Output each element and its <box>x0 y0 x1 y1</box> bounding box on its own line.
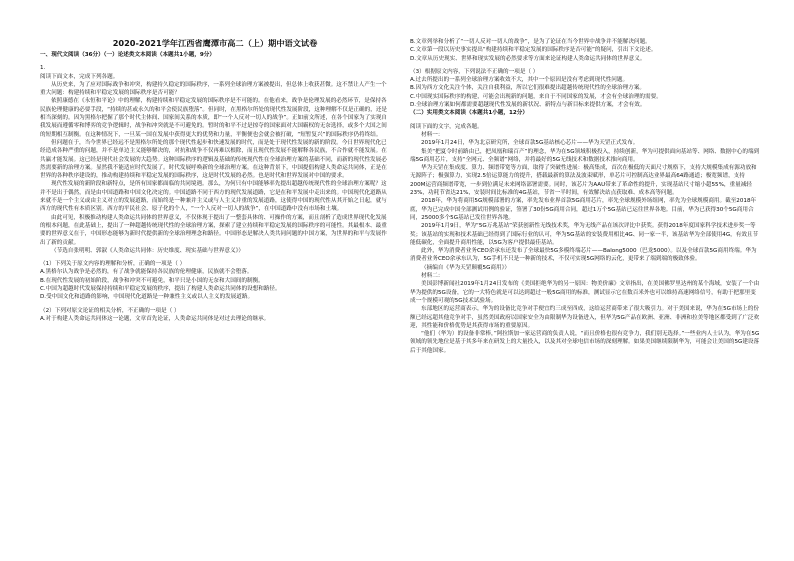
question-number: 1. <box>40 65 46 72</box>
question-2-option-d[interactable]: D.文章从历史现实、世界和现实发展的必然要求等方面来论证构建人类命运共同体的世界意义。 <box>410 55 646 62</box>
question-2-option-c[interactable]: C.文章第一段以历史事实提出“构建持续和平稳定发展的国际秩序是否可能”的疑问，引出下文论述。 <box>410 47 657 54</box>
material-2-paragraph-2: 东部地区的运营商表示，华为的设备比竞争对手便宜约三成至四成，这给运营商带来了很大吸引力。对于美国来说，华为在5G市场上的份额已经远超其他竞争对手，虽然美国政府以国家安全为由限制华为设备进入，但华为5G产品在欧洲、亚洲、非洲和拉美等地区都受到了广泛欢迎，其性能和价格优势是其获得市场的重要原因。 <box>410 306 760 329</box>
question-1-option-a[interactable]: A.黑格尔认为战争是必然的，有了战争就能保持各民族的伦理健康，民族就不会堕落。 <box>40 269 253 276</box>
question-2-stem: （2）下列对原文论证的相关分析，不正确的一项是（ ） <box>40 307 180 314</box>
material-2-paragraph-3: “他们（华为）的设备非常棒，”阿拉斯加一家运营商的负责人说，“而且价格也很有竞争力，我们别无选择。”一些业内人士认为，华为在5G领域的领先地位是基于其多年来在研发上的大量投入，以及其对全球电信市场的深刻理解。如果美国继续限制华为，可能会让美国的5G建设落后于其他国家。 <box>410 331 760 354</box>
question-3-option-c[interactable]: C.中国现实国际秩序的构建，可能会出现新的问题，来自于不同国家的发展，才会有全球治理的需要。 <box>410 93 662 100</box>
section-heading-2: （二）实用类文本阅读（本题共1小题，12分） <box>410 110 528 117</box>
paragraph-5: 由此可见，积极推动构建人类命运共同体的世界意义，不仅体现于提出了一整套具体的、可操作的方案，而且剖析了造成世界现代化发展的根本问题，在此基础上，提出了一种超越传统现代性的全球治理方案，探索了建立持续和平稳定发展的国际秩序的可能性。其最根本、最重要的世界意义在于，中国形态能够为新时代提供新的全球治理理念和路径。中国形态是解决人类共同问题的中国方案，为世界的和平与发展作出了新的贡献。 <box>40 214 387 246</box>
section-heading-1: 一、现代文阅读（36分）（一）论述类文本阅读（本题共1小题，9分） <box>40 52 215 58</box>
material-1-label: 材料一： <box>421 131 444 138</box>
material-1-paragraph-2: 集美“把夏令时前路由已，把凤凰和瑞百产”的理念，华为在5G领域积极投入，持续创新，华为可提供面向基站等、网络、数据中心的端到端5G商用芯片，支持“全网元、全频谱”网络，并将最好的5G无线技术和数据技术推向商用。 <box>410 148 760 163</box>
question-2-option-b[interactable]: B.文章列举和分析了“一切人反对一切人的战争”，是为了论证在当今世界中战争并不能解决问题。 <box>410 39 651 45</box>
material-2-paragraph-1: 美国彭博新闻社2019年1月24日发布的《美国拒绝华为的另一原因：物美价廉》文章指出，在美国佛罗里达州的某个海域，安装了一个由华为提供的5G设备，它的一大特色就是可以达到超过一般5G商用的标准，测试显示它在数百米外也可以维持高速网络信号，有助于把那里变成一个规模可观的5G技术试验场。 <box>410 281 760 304</box>
source-note: （节选自张明明、郭淑《人类命运共同体：历史维度、现实基础与世界意义》） <box>51 247 244 254</box>
material-1-paragraph-6: 此外，华为消费者业务CEO余承东还发布了全球最快5G多模终端芯片——Balong5000（巴龙5000）。以及全球首款5G商用终端。华为消费者业务CEO余承东认为，5G手机不只是一种新的技术，不仅可实现5G网络的云化，更带来了端到端的极致体验。 <box>410 248 757 263</box>
left-column <box>40 38 390 323</box>
material-1-paragraph-4: 2018年，华为将商用5G规模部署的方案，率先发布业界首款5G商用芯片，率先全球规模外场组网，率先为全球规模商用。截至2018年底，华为已完成中国全部测试用例的验证，签署了30份5G商用合同，超过1万个5G基站已运往世界各地。目前，华为已获得30个5G商用合同，25000多个5G基站已发往世界各地。 <box>410 198 757 221</box>
material-2-label: 材料二： <box>421 273 444 280</box>
material-1-paragraph-1: 2019年1月24日，华为北京研究所，全球首款5G基站核心芯片——华为天罡正式发布。 <box>421 140 639 147</box>
right-column <box>410 38 760 355</box>
paragraph-4: 现代性发展的新阶段和新特点，是所有国家都面临的共同境遇。那么，为何只有中国能够率先提出超越传统现代性的全球治理方案呢？这并不是出于偶然，而是由中国道路和中国文化决定的。中国道路不同于西方的现代发展道路，它是在和平发展中走出来的。中国现代化道路从来就不是一个主义或由主义对立的发展道路，而始终是一种兼并主义或与人主义并重的发展道路，这使得中国的现代性从其开始之日起，就与西方的现代性有本质区别。西方的平民社会、原子化的个人，“一个人反对一切人的战争”，在中国道路中没有市场和土壤。 <box>40 181 387 213</box>
paragraph-1: 从历史来，为了应对国际战争和冲突，构建持久稳定的国际秩序，一系列全球治理方案被提出，但总体上收获甚微。这不禁让人产生一个重大问题：构建持续和平稳定发展的国际秩序是否可能？ <box>40 81 387 97</box>
question-3-option-d[interactable]: D.全球治理方案如何都需要超越现代性发展的新状况、新特点与新目标来提供方案，才会有效。 <box>410 102 646 109</box>
instruction-text: 阅读下面文本，完成下列各题。 <box>40 73 119 80</box>
page-title: 2020-2021学年江西省鹰潭市高二（上）期中语文试卷 <box>112 38 318 48</box>
question-2-option-a[interactable]: A.对于构建人类命运共同体这一论题，文章首先论证，人类命运共同体是对过去理论的继承。 <box>40 315 270 322</box>
question-1-option-b[interactable]: B.在现代性发展的初始阶段，战争和冲突不可避免，和平只是小国的无奈和大国间的制衡。 <box>40 277 264 284</box>
question-1-option-c[interactable]: C.中国为超越时代发展保持持续和平稳定发展的秩序，提出了构建人类命运共同体的设想和路径。 <box>40 286 281 293</box>
question-3-stem: （3）根据原文内容，下列说法不正确的一项是（ ） <box>410 68 539 75</box>
material-1-paragraph-5: 2019年1月9日，华为“5G万兆基站”荣获创新性无线技术奖，华为无线产品在该次评比中获奖。获得2018年度国家科学技术进步奖一等奖；该基站的实现和技术基础已经得到了国际行业的认可，华为5G基站的安装费用相比4G、同一家一半，该基站华为全部使用4G，有效且节能低碳化，全面提升商用性能，以5G为客户提供最佳基站。 <box>410 223 759 246</box>
question-1-option-d[interactable]: D.受中国文化和道路的影响，中国现代化道路是一种兼性主义或以人主义的发展道路。 <box>40 294 254 301</box>
question-3-option-a[interactable]: A.过去所提出的一系列全球治理方案收效不大，其中一个原因是没有考虑到现代性问题。 <box>410 77 629 84</box>
question-3-option-b[interactable]: B.因为西方文化关注个体，关注自我利益，所以它们很难提出超越传统现代性的全球治理方案。 <box>410 85 645 92</box>
instruction-text-2: 阅读下面的文字，完成各题。 <box>410 123 483 130</box>
material-1-source: （摘编自《华为天罡颠覆5G商用》） <box>421 264 511 271</box>
paragraph-2: 依照康德在《永恒和平论》中的理解，构建持续和平稳定发展的国际秩序是不可能的。在他看来，战争是伦理发展的必然环节，是保持各民族伦理健康的必要手段，“持续的甚或永久的和平会使民族堕落”。但同时，在黑格尔所处的现代性发展阶段，这种理解不仅是正确的，还是相当深刻的。因为黑格尔把握了那个时代主体间、国家间关系的本质，即“一个人反对一切人的战争”。正如前文所述，在各个国家为了实现自我发展而遵循零和博弈的竞争逻辑时，战争和冲突就是不可避免的。暂时的和平不过是掠夺的国家面对大国霸权的无奈选择，或多个大国之间的短期相互制衡。在这种情况下，一旦某一国在发展中获得更大的优势和力量，平衡便也会就会被打破，“短暂复兴”的国际秩序仍将终结。 <box>40 98 388 138</box>
question-1-stem: （1）下列关于原文内容的理解和分析，正确的一项是（ ） <box>40 261 186 268</box>
paragraph-3: 但问题在于，当今世界已经远不是黑格尔所处的那个现代性起步和快速发展的时代，而是处于现代性发展的新的阶段。今日世界现代化已经造成各种严重的问题，并不是单边主义能够解决的，对抗和战争不仅再难以根除，而且现代性发展不能解释各民族，不合作就不能发展。在共赢才能发展。这已经是现代社会发展的大趋势。这种国际秩序的逻辑及基础的传统现代性在全球治理方案的基础不同，而新的现代性发展必然需要新的治理方案。显然我不能适应时代发展了。时代发展呼唤新的全球治理方案。在这种背景下，中国提倡构建人类命运共同体，正是在世界的各种秩序建设的，推动构建持续和平稳定发展的国际秩序，这是时代发展的必然。也是时代和世界发展对中国的要求。 <box>40 139 387 180</box>
material-1-paragraph-3: 华为天罡在集成度、算力、频谱带宽等方面，取得了突破性进展：极高集成，首次在极低的天面尺寸规格下，支持大规模集成有源功放和无源阵子；极强算力，实现2.5倍运算能力的提升，搭载最新的算法及波束赋形，单芯片可控制高达业界最高64路通道；极宽频谱，支持200M运营商频谱带宽，一步到位满足未来网络部署需要。同时，该芯片为AAU带来了革命性的提升，实现基站尺寸缩小超55%，重量减轻23%，功耗节省达21%，安装时间比标准的4G基站，节省一半时间，有效解决站点获取难、成本高等问题。 <box>410 165 757 197</box>
